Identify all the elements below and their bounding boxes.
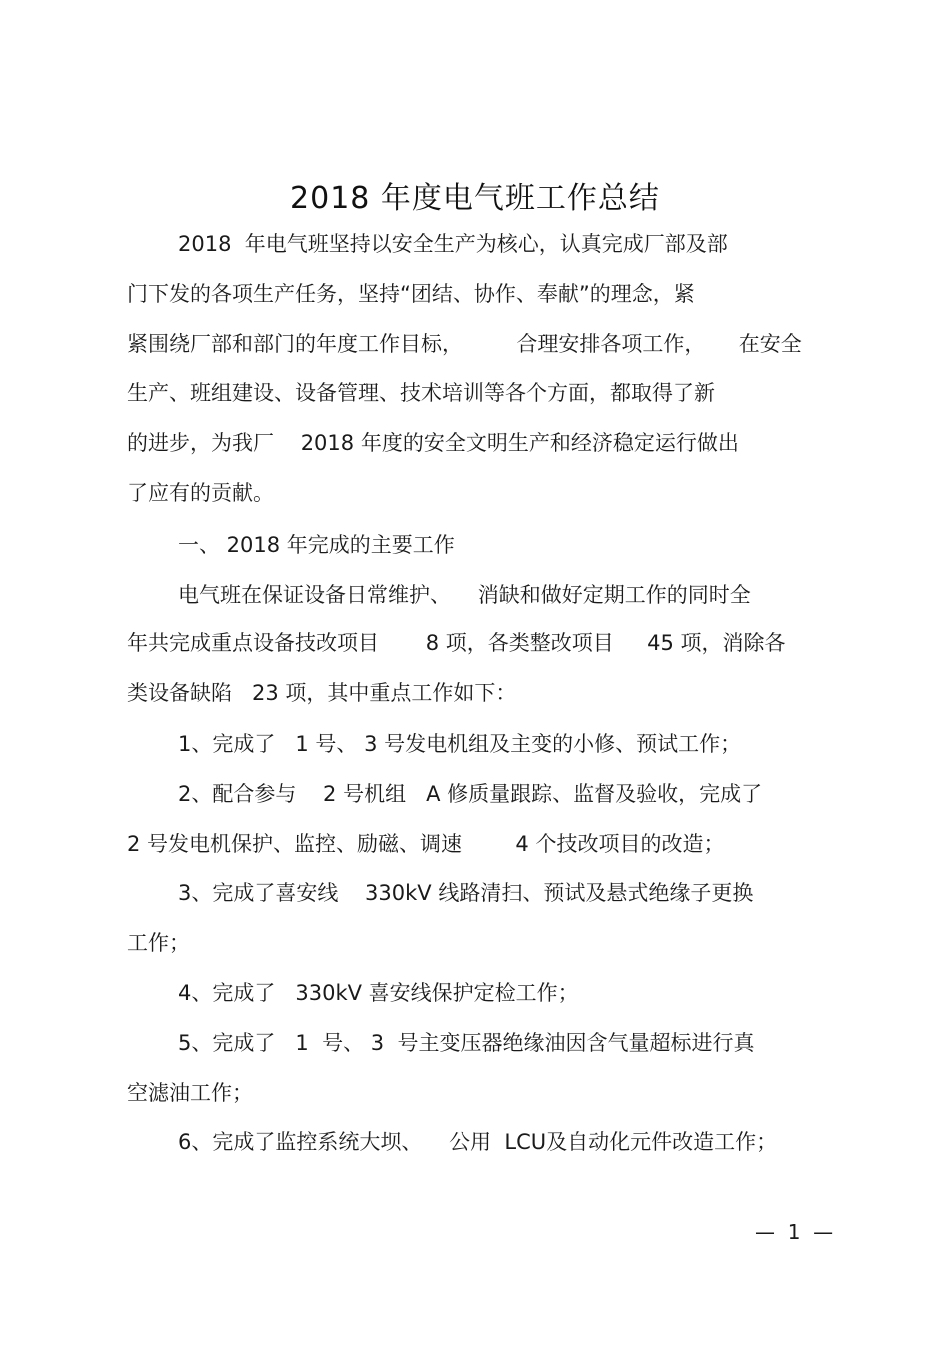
paragraph-line: 电气班在保证设备日常维护、 消缺和做好定期工作的同时全 [178, 583, 751, 607]
list-item: 4、完成了 330kV 喜安线保护定检工作； [178, 981, 579, 1005]
list-item: 1、完成了 1 号、 3 号发电机组及主变的小修、预试工作； [178, 732, 742, 756]
page-number: — 1 — [755, 1220, 834, 1244]
paragraph-line: 门下发的各项生产任务，坚持“团结、协作、奉献”的理念，紧 [127, 282, 695, 306]
list-item-continuation: 工作； [127, 931, 190, 955]
list-item: 3、完成了喜安线 330kV 线路清扫、预试及悬式绝缘子更换 [178, 881, 754, 905]
paragraph-line: 紧围绕厂部和部门的年度工作目标， 合理安排各项工作， 在安全 [127, 332, 802, 356]
document-title: 2018 年度电气班工作总结 [290, 181, 660, 216]
list-item: 5、完成了 1 号、 3 号主变压器绝缘油因含气量超标进行真 [178, 1031, 755, 1055]
list-item: 2、配合参与 2 号机组 A 修质量跟踪、监督及验收，完成了 [178, 782, 763, 806]
list-item-continuation: 空滤油工作； [127, 1081, 253, 1105]
paragraph-line: 了应有的贡献。 [127, 481, 274, 505]
list-item-continuation: 2 号发电机保护、监控、励磁、调速 4 个技改项目的改造； [127, 832, 725, 856]
paragraph-line: 生产、班组建设、设备管理、技术培训等各个方面，都取得了新 [127, 381, 715, 405]
paragraph-line: 年共完成重点设备技改项目 8 项，各类整改项目 45 项，消除各 [127, 631, 786, 655]
list-item: 6、完成了监控系统大坝、 公用 LCU及自动化元件改造工作； [178, 1130, 778, 1154]
paragraph-line: 的进步，为我厂 2018 年度的安全文明生产和经济稳定运行做出 [127, 431, 739, 455]
paragraph-line: 类设备缺陷 23 项，其中重点工作如下： [127, 681, 517, 705]
paragraph-line: 2018 年电气班坚持以安全生产为核心，认真完成厂部及部 [178, 232, 728, 256]
section-heading: 一、 2018 年完成的主要工作 [178, 533, 455, 557]
